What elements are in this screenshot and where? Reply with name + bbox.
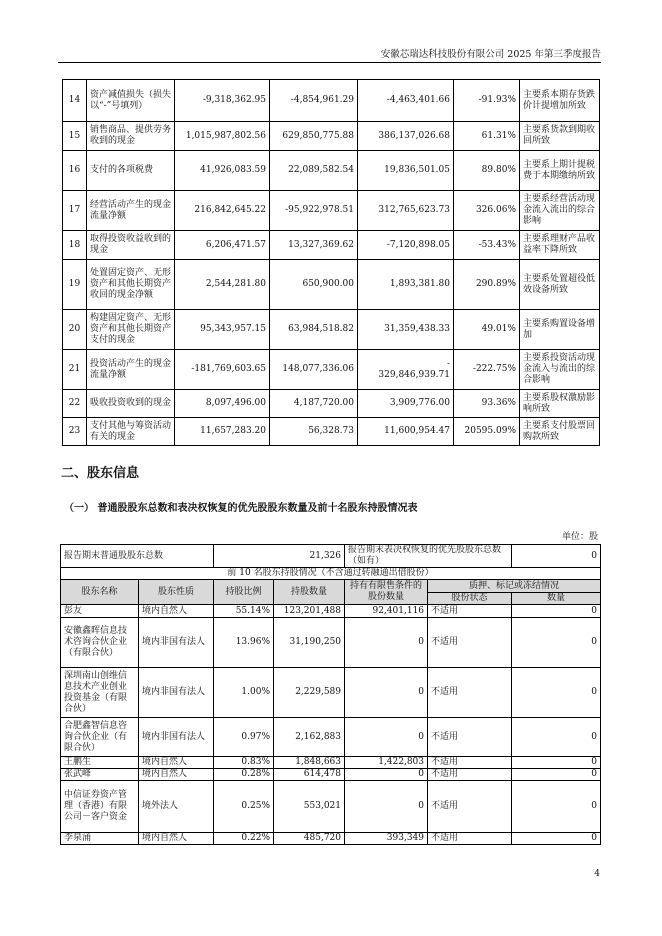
top10-title-row — [61, 568, 601, 580]
shareholder-ratio: 13.96% — [214, 618, 274, 668]
shareholder-name: 李泉涌 — [61, 833, 139, 845]
shareholder-row — [61, 833, 601, 845]
shareholder-qty: 31,190,250 — [274, 618, 345, 668]
shareholder-ratio: 0.25% — [214, 781, 274, 833]
unit-label: 单位：股 — [561, 532, 598, 542]
row-change-rate: -53.43% — [454, 231, 520, 260]
header-status: 股份状态 — [428, 593, 512, 605]
row-index: 18 — [63, 231, 87, 260]
shareholder-nature: 境内自然人 — [139, 605, 214, 618]
shareholder-restricted: 0 — [345, 781, 428, 833]
shareholder-ratio: 0.83% — [214, 757, 274, 769]
shareholder-restricted: 0 — [345, 769, 428, 781]
row-change-rate: -222.75% — [454, 350, 520, 390]
row-reason: 主要系上期计提税费于本期缴纳所致 — [520, 151, 600, 191]
row-reason: 主要系本期存货跌价计提增加所致 — [520, 80, 600, 122]
row-value-change: -4,463,401.66 — [358, 80, 454, 122]
row-value-prior: 148,077,336.06 — [270, 350, 358, 390]
shareholder-name: 张武峰 — [61, 769, 139, 781]
row-item: 支付的各项税费 — [87, 151, 175, 191]
shareholder-pledge-count: 0 — [512, 605, 601, 618]
row-change-rate: 93.36% — [454, 390, 520, 418]
shareholder-pledge-count: 0 — [512, 833, 601, 845]
table-row — [63, 191, 600, 231]
table-row — [63, 80, 600, 122]
row-reason: 主要系货款到期收回所致 — [520, 122, 600, 151]
pref-value: 0 — [512, 545, 601, 568]
shareholder-restricted: 0 — [345, 668, 428, 718]
shareholder-row — [61, 618, 601, 668]
summary-label: 报告期末普通股股东总数 — [61, 545, 214, 568]
row-index: 19 — [63, 260, 87, 310]
row-index: 16 — [63, 151, 87, 191]
row-value-change — [358, 350, 454, 390]
row-value-change-sign: - — [446, 358, 450, 369]
row-value-current: -181,769,603.65 — [175, 350, 270, 390]
row-index: 22 — [63, 390, 87, 418]
shareholder-pledge-count: 0 — [512, 781, 601, 833]
shareholder-row — [61, 718, 601, 757]
table-row — [63, 310, 600, 350]
row-index: 15 — [63, 122, 87, 151]
row-item: 取得投资收益收到的现金 — [87, 231, 175, 260]
shareholder-restricted: 393,349 — [345, 833, 428, 845]
row-item: 吸收投资收到的现金 — [87, 390, 175, 418]
shareholder-table — [60, 544, 601, 845]
row-change-rate: 20595.09% — [454, 418, 520, 446]
shareholder-ratio: 0.97% — [214, 718, 274, 757]
shareholder-status: 不适用 — [428, 757, 512, 769]
row-value-change: 11,600,954.47 — [358, 418, 454, 446]
shareholder-nature: 境内非国有法人 — [139, 718, 214, 757]
row-value-change: 1,893,381.80 — [358, 260, 454, 310]
shareholder-qty: 1,848,663 — [274, 757, 345, 769]
shareholder-name: 安徽鑫晖信息技术咨询合伙企业（有限合伙） — [61, 618, 139, 668]
row-value-change: 312,765,623.73 — [358, 191, 454, 231]
row-value-current: -9,318,362.95 — [175, 80, 270, 122]
row-index: 14 — [63, 80, 87, 122]
shareholder-row — [61, 605, 601, 618]
page-number: 4 — [594, 869, 600, 879]
shareholder-status: 不适用 — [428, 769, 512, 781]
header-pledge: 质押、标记或冻结情况 — [428, 580, 601, 593]
pref-label: 报告期末表决权恢复的优先股股东总数（如有） — [345, 545, 512, 568]
shareholder-name: 中信证券资产管理（香港）有限公司－客户资金 — [61, 781, 139, 833]
shareholder-status: 不适用 — [428, 833, 512, 845]
row-reason: 主要系理财产品收益率下降所致 — [520, 231, 600, 260]
shareholder-restricted: 1,422,803 — [345, 757, 428, 769]
table-row — [63, 260, 600, 310]
row-value-current: 95,343,957.15 — [175, 310, 270, 350]
shareholder-pledge-count: 0 — [512, 769, 601, 781]
row-item: 构建固定资产、无形资产和其他长期资产支付的现金 — [87, 310, 175, 350]
row-value-prior: 650,900.00 — [270, 260, 358, 310]
shareholder-row — [61, 769, 601, 781]
shareholder-ratio: 0.28% — [214, 769, 274, 781]
header-row-1 — [61, 580, 601, 593]
row-item: 支付其他与筹资活动有关的现金 — [87, 418, 175, 446]
row-index: 17 — [63, 191, 87, 231]
row-value-prior: -95,922,978.51 — [270, 191, 358, 231]
shareholder-pledge-count: 0 — [512, 757, 601, 769]
row-value-current: 11,657,283.20 — [175, 418, 270, 446]
row-value-prior: 56,328.73 — [270, 418, 358, 446]
summary-value: 21,326 — [214, 545, 345, 568]
shareholder-qty: 2,229,589 — [274, 668, 345, 718]
row-value-current: 1,015,987,802.56 — [175, 122, 270, 151]
row-value-change: 3,909,776.00 — [358, 390, 454, 418]
shareholder-row — [61, 781, 601, 833]
shareholder-status: 不适用 — [428, 781, 512, 833]
row-value-change: 386,137,026.68 — [358, 122, 454, 151]
row-value-current: 2,544,281.80 — [175, 260, 270, 310]
shareholder-qty: 485,720 — [274, 833, 345, 845]
shareholder-status: 不适用 — [428, 618, 512, 668]
row-value-prior: 63,984,518.82 — [270, 310, 358, 350]
table-row — [63, 390, 600, 418]
header-ratio: 持股比例 — [214, 580, 274, 605]
shareholder-restricted: 92,401,116 — [345, 605, 428, 618]
row-index: 23 — [63, 418, 87, 446]
row-reason: 主要系处置超役低效设备所致 — [520, 260, 600, 310]
shareholder-nature: 境外法人 — [139, 781, 214, 833]
shareholder-nature: 境内自然人 — [139, 769, 214, 781]
row-change-rate: 61.31% — [454, 122, 520, 151]
row-value-prior: 4,187,720.00 — [270, 390, 358, 418]
row-value-change: -7,120,898.05 — [358, 231, 454, 260]
row-value-prior: 629,850,775.88 — [270, 122, 358, 151]
shareholder-ratio: 1.00% — [214, 668, 274, 718]
table-row — [63, 122, 600, 151]
summary-row — [61, 545, 601, 568]
row-value-current: 8,097,496.00 — [175, 390, 270, 418]
shareholder-row — [61, 757, 601, 769]
row-reason: 主要系购置设备增加 — [520, 310, 600, 350]
row-item: 销售商品、提供劳务收到的现金 — [87, 122, 175, 151]
shareholder-nature: 境内自然人 — [139, 757, 214, 769]
shareholder-nature: 境内自然人 — [139, 833, 214, 845]
row-value-prior: 22,089,582.54 — [270, 151, 358, 191]
row-item: 经营活动产生的现金流量净额 — [87, 191, 175, 231]
row-reason: 主要系经营活动现金流入流出的综合影响 — [520, 191, 600, 231]
row-reason: 主要系投资活动现金流入与流出的综合影响 — [520, 350, 600, 390]
shareholder-status: 不适用 — [428, 668, 512, 718]
row-value-current: 216,842,645.22 — [175, 191, 270, 231]
changes-table — [62, 79, 600, 446]
table-row — [63, 350, 600, 390]
shareholder-ratio: 0.22% — [214, 833, 274, 845]
row-value-current: 41,926,083.59 — [175, 151, 270, 191]
shareholder-qty: 123,201,488 — [274, 605, 345, 618]
report-header: 安徽芯瑞达科技股份有限公司 2025 年第三季度报告 — [380, 49, 601, 60]
shareholder-name: 彭友 — [61, 605, 139, 618]
header-rule — [58, 62, 601, 63]
section-subtitle: （一） 普通股股东总数和表决权恢复的优先股股东数量及前十名股东持股情况表 — [64, 503, 418, 514]
shareholder-restricted: 0 — [345, 618, 428, 668]
row-value-prior: 13,327,369.62 — [270, 231, 358, 260]
header-qty: 持股数量 — [274, 580, 345, 605]
shareholder-restricted: 0 — [345, 718, 428, 757]
shareholder-status: 不适用 — [428, 605, 512, 618]
row-change-rate: 89.80% — [454, 151, 520, 191]
row-reason: 主要系股权激励影响所致 — [520, 390, 600, 418]
row-change-rate: 290.89% — [454, 260, 520, 310]
header-name: 股东名称 — [61, 580, 139, 605]
row-change-rate: -91.93% — [454, 80, 520, 122]
row-value-change-amount: 329,846,939.71 — [378, 369, 450, 380]
shareholder-pledge-count: 0 — [512, 718, 601, 757]
shareholder-pledge-count: 0 — [512, 618, 601, 668]
shareholder-qty: 2,162,883 — [274, 718, 345, 757]
table-row — [63, 151, 600, 191]
row-value-current: 6,206,471.57 — [175, 231, 270, 260]
row-reason: 主要系支付股票回购款所致 — [520, 418, 600, 446]
section-title: 二、股东信息 — [61, 466, 140, 481]
row-index: 21 — [63, 350, 87, 390]
header-nature: 股东性质 — [139, 580, 214, 605]
shareholder-name: 王鹏生 — [61, 757, 139, 769]
top10-title: 前 10 名股东持股情况（不含通过转融通出借股份） — [61, 568, 601, 580]
row-item: 资产减值损失（损失以“-”号填列） — [87, 80, 175, 122]
shareholder-nature: 境内非国有法人 — [139, 668, 214, 718]
shareholder-qty: 553,021 — [274, 781, 345, 833]
row-change-rate: 49.01% — [454, 310, 520, 350]
shareholder-row — [61, 668, 601, 718]
header-restricted: 持有有限售条件的股份数量 — [345, 580, 428, 605]
shareholder-nature: 境内非国有法人 — [139, 618, 214, 668]
shareholder-pledge-count: 0 — [512, 668, 601, 718]
row-item: 处置固定资产、无形资产和其他长期资产收回的现金净额 — [87, 260, 175, 310]
row-index: 20 — [63, 310, 87, 350]
header-count: 数量 — [512, 593, 601, 605]
table-row — [63, 231, 600, 260]
shareholder-qty: 614,478 — [274, 769, 345, 781]
table-row — [63, 418, 600, 446]
row-value-prior: -4,854,961.29 — [270, 80, 358, 122]
shareholder-name: 合肥鑫智信息咨询合伙企业（有限合伙） — [61, 718, 139, 757]
row-value-change: 31,359,438.33 — [358, 310, 454, 350]
shareholder-name: 深圳南山创维信息技术产业创业投资基金（有限合伙） — [61, 668, 139, 718]
shareholder-ratio: 55.14% — [214, 605, 274, 618]
row-change-rate: 326.06% — [454, 191, 520, 231]
row-value-change: 19,836,501.05 — [358, 151, 454, 191]
shareholder-status: 不适用 — [428, 718, 512, 757]
row-item: 投资活动产生的现金流量净额 — [87, 350, 175, 390]
